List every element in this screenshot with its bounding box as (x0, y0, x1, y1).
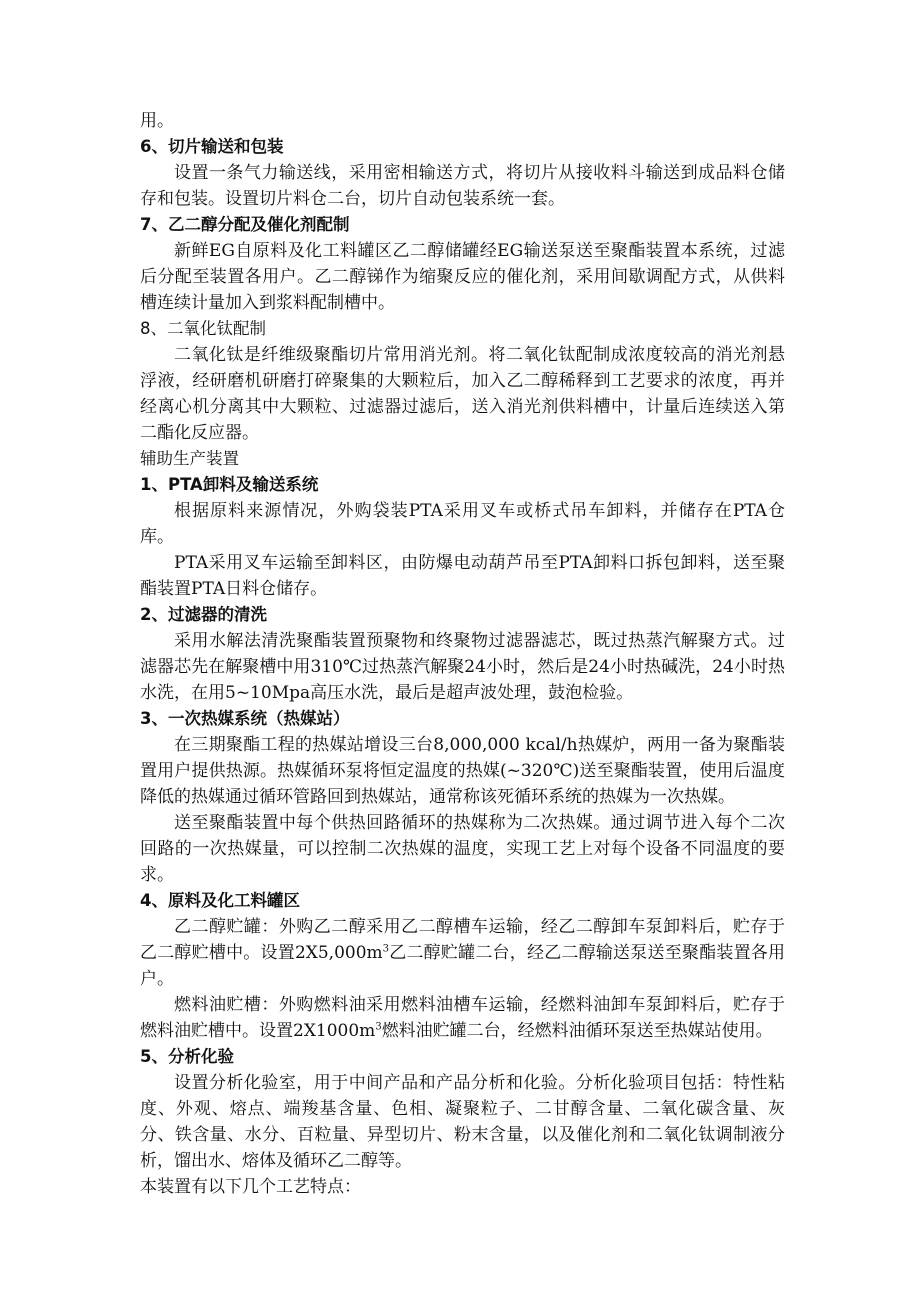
document-page (140, 108, 785, 1200)
eg-tank-superscript: 3 (382, 943, 390, 955)
heading-heat-medium: 3、一次热媒系统（热媒站） (140, 709, 350, 728)
heading-pta-unloading: 1、PTA卸料及输送系统 (140, 475, 319, 494)
paragraph-eg-distribution: 新鲜EG自原料及化工料罐区乙二醇储罐经EG输送泵送至聚酯装置本系统，过滤后分配至装置各用户。乙二醇锑作为缩聚反应的催化剂，采用间歇调配方式，从供料槽连续计量加入到浆料配制槽中。 (140, 241, 785, 313)
eg-tank-text-b: 乙二醇贮罐二台，经乙二醇输送泵送至聚酯装置各用户。 (140, 943, 785, 989)
paragraph-tio2: 二氧化钛是纤维级聚酯切片常用消光剂。将二氧化钛配制成浓度较高的消光剂悬浮液，经研磨机研磨打碎聚集的大颗粒后，加入乙二醇稀释到工艺要求的浓度，再并经离心机分离其中大颗粒、过滤器过滤后，送入消光剂供料槽中，计量后连续送入第二酯化反应器。 (140, 345, 785, 443)
paragraph-heat-medium-2: 送至聚酯装置中每个供热回路循环的热媒称为二次热媒。通过调节进入每个二次回路的一次热媒量，可以控制二次热媒的温度，实现工艺上对每个设备不同温度的要求。 (140, 813, 785, 885)
paragraph-lab-analysis: 设置分析化验室，用于中间产品和产品分析和化验。分析化验项目包括：特性粘度、外观、熔点、端羧基含量、色相、凝聚粒子、二甘醇含量、二氧化碳含量、灰分、铁含量、水分、百粒量、异型切片、粉末含量，以及催化剂和二氧化钛调制液分析，馏出水、熔体及循环乙二醇等。 (140, 1073, 785, 1171)
fuel-tank-text-a: 燃料油贮槽：外购燃料油采用燃料油槽车运输，经燃料油卸车泵卸料后，贮存于燃料油贮槽中。设置2X1000m (140, 995, 785, 1041)
paragraph-continuation: 用。 (140, 111, 174, 131)
section-title-auxiliary: 辅助生产装置 (140, 449, 239, 468)
paragraph-chip-conveying: 设置一条气力输送线，采用密相输送方式，将切片从接收料斗输送到成品料仓储存和包装。设置切片料仓二台，切片自动包装系统一套。 (140, 163, 785, 209)
paragraph-process-features: 本装置有以下几个工艺特点： (140, 1177, 361, 1197)
paragraph-pta-unloading-1: 根据原料来源情况，外购袋装PTA采用叉车或桥式吊车卸料，并储存在PTA仓库。 (140, 501, 785, 547)
fuel-tank-superscript: 3 (375, 1021, 382, 1033)
heading-eg-distribution: 7、乙二醇分配及催化剂配制 (140, 215, 350, 234)
heading-tio2: 8、二氧化钛配制 (140, 319, 266, 338)
heading-lab-analysis: 5、分析化验 (140, 1047, 234, 1066)
fuel-tank-text-b: 燃料油贮罐二台，经燃料油循环泵送至热媒站使用。 (381, 1021, 773, 1041)
paragraph-pta-unloading-2: PTA采用叉车运输至卸料区，由防爆电动葫芦吊至PTA卸料口拆包卸料，送至聚酯装置PTA日料仓储存。 (140, 553, 785, 599)
heading-chip-conveying: 6、切片输送和包装 (140, 137, 284, 156)
paragraph-filter-cleaning: 采用水解法清洗聚酯装置预聚物和终聚物过滤器滤芯，既过热蒸汽解聚方式。过滤器芯先在解聚槽中用310℃过热蒸汽解聚24小时，然后是24小时热碱洗，24小时热水洗，在用5~10Mpa高压水洗，最后是超声波处理，鼓泡检验。 (140, 631, 785, 703)
heading-tank-farm: 4、原料及化工料罐区 (140, 891, 300, 910)
paragraph-eg-tank (140, 914, 785, 992)
paragraph-heat-medium-1: 在三期聚酯工程的热媒站增设三台8,000,000 kcal/h热媒炉，两用一备为聚酯装置用户提供热源。热媒循环泵将恒定温度的热媒(~320℃)送至聚酯装置，使用后温度降低的热媒通过循环管路回到热媒站，通常称该死循环系统的热媒为一次热媒。 (140, 735, 785, 807)
heading-filter-cleaning: 2、过滤器的清洗 (140, 605, 267, 624)
paragraph-fuel-oil-tank (140, 992, 785, 1044)
eg-tank-text-a: 乙二醇贮罐：外购乙二醇采用乙二醇槽车运输，经乙二醇卸车泵卸料后，贮存于乙二醇贮槽中。设置2X5,000m (140, 917, 785, 963)
